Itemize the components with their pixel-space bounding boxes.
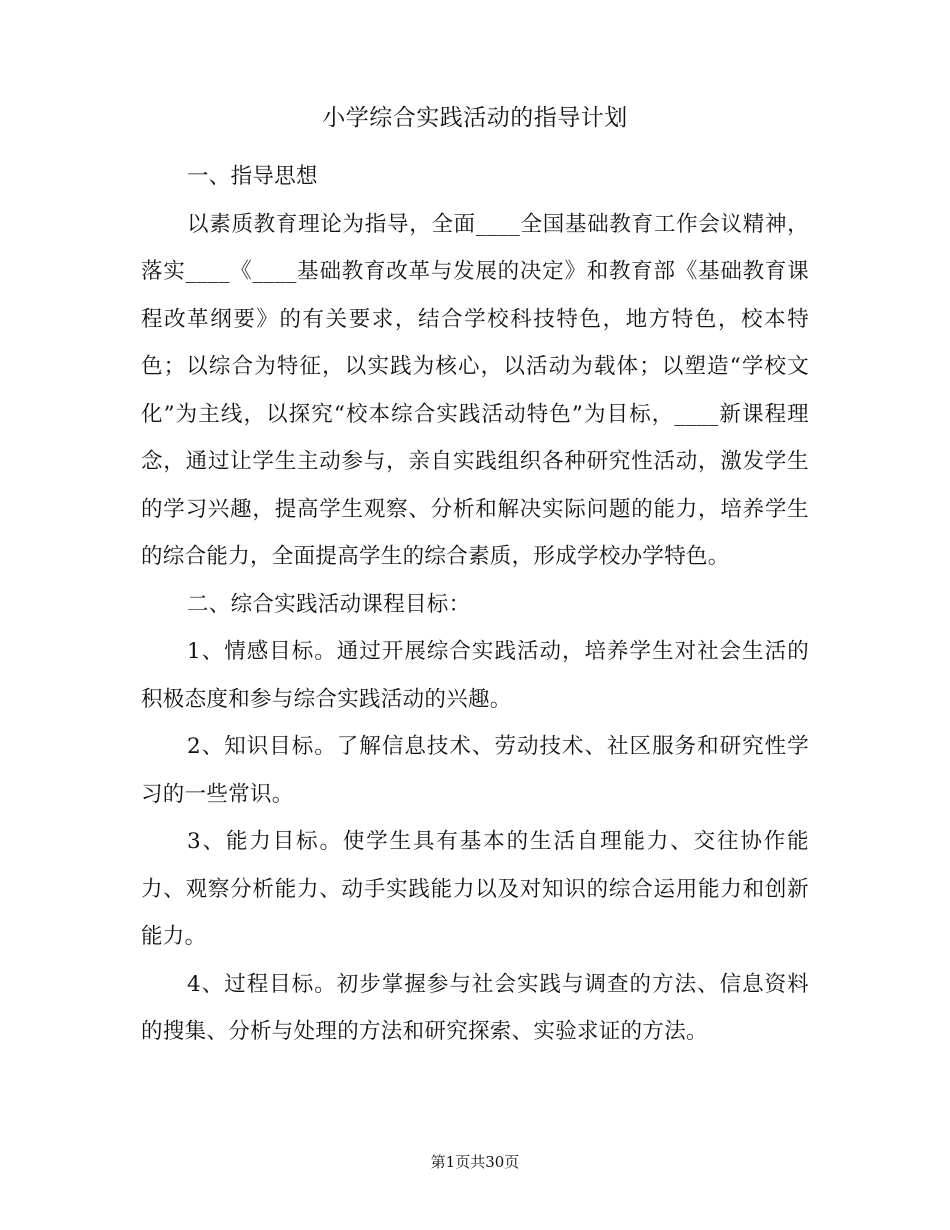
section-heading-course-goals: 二、综合实践活动课程目标： [187, 591, 471, 617]
paragraph-knowledge-goal: 2、知识目标。了解信息技术、劳动技术、社区服务和研究性学习的一些常识。 [141, 734, 809, 807]
paragraph-emotional-goal: 1、情感目标。通过开展综合实践活动，培养学生对社会生活的积极态度和参与综合实践活动的兴趣。 [141, 639, 809, 712]
paragraph-guiding-thought: 以素质教育理论为指导，全面____全国基础教育工作会议精神，落实____《____基础教育改革与发展的决定》和教育部《基础教育课程改革纲要》的有关要求，结合学校科技特色，地方特色，校本特色；以综合为特征，以实践为核心，以活动为载体；以塑造“学校文化”为主线，以探究“校本综合实践活动特色”为目标，____新课程理念，通过让学生主动参与，亲自实践组织各种研究性活动，激发学生的学习兴趣，提高学生观察、分析和解决实际问题的能力，培养学生的综合能力，全面提高学生的综合素质，形成学校办学特色。 [141, 211, 809, 569]
section-heading-guiding-thought: 一、指导思想 [187, 164, 318, 189]
paragraph-ability-goal: 3、能力目标。使学生具有基本的生活自理能力、交往协作能力、观察分析能力、动手实践能力以及对知识的综合运用能力和创新能力。 [141, 829, 809, 949]
page-number-footer: 第1页共30页 [430, 1153, 520, 1171]
document-body [141, 153, 809, 1056]
paragraph-process-goal: 4、过程目标。初步掌握参与社会实践与调查的方法、信息资料的搜集、分析与处理的方法和研究探索、实验求证的方法。 [141, 971, 809, 1044]
document-title: 小学综合实践活动的指导计划 [322, 105, 628, 131]
